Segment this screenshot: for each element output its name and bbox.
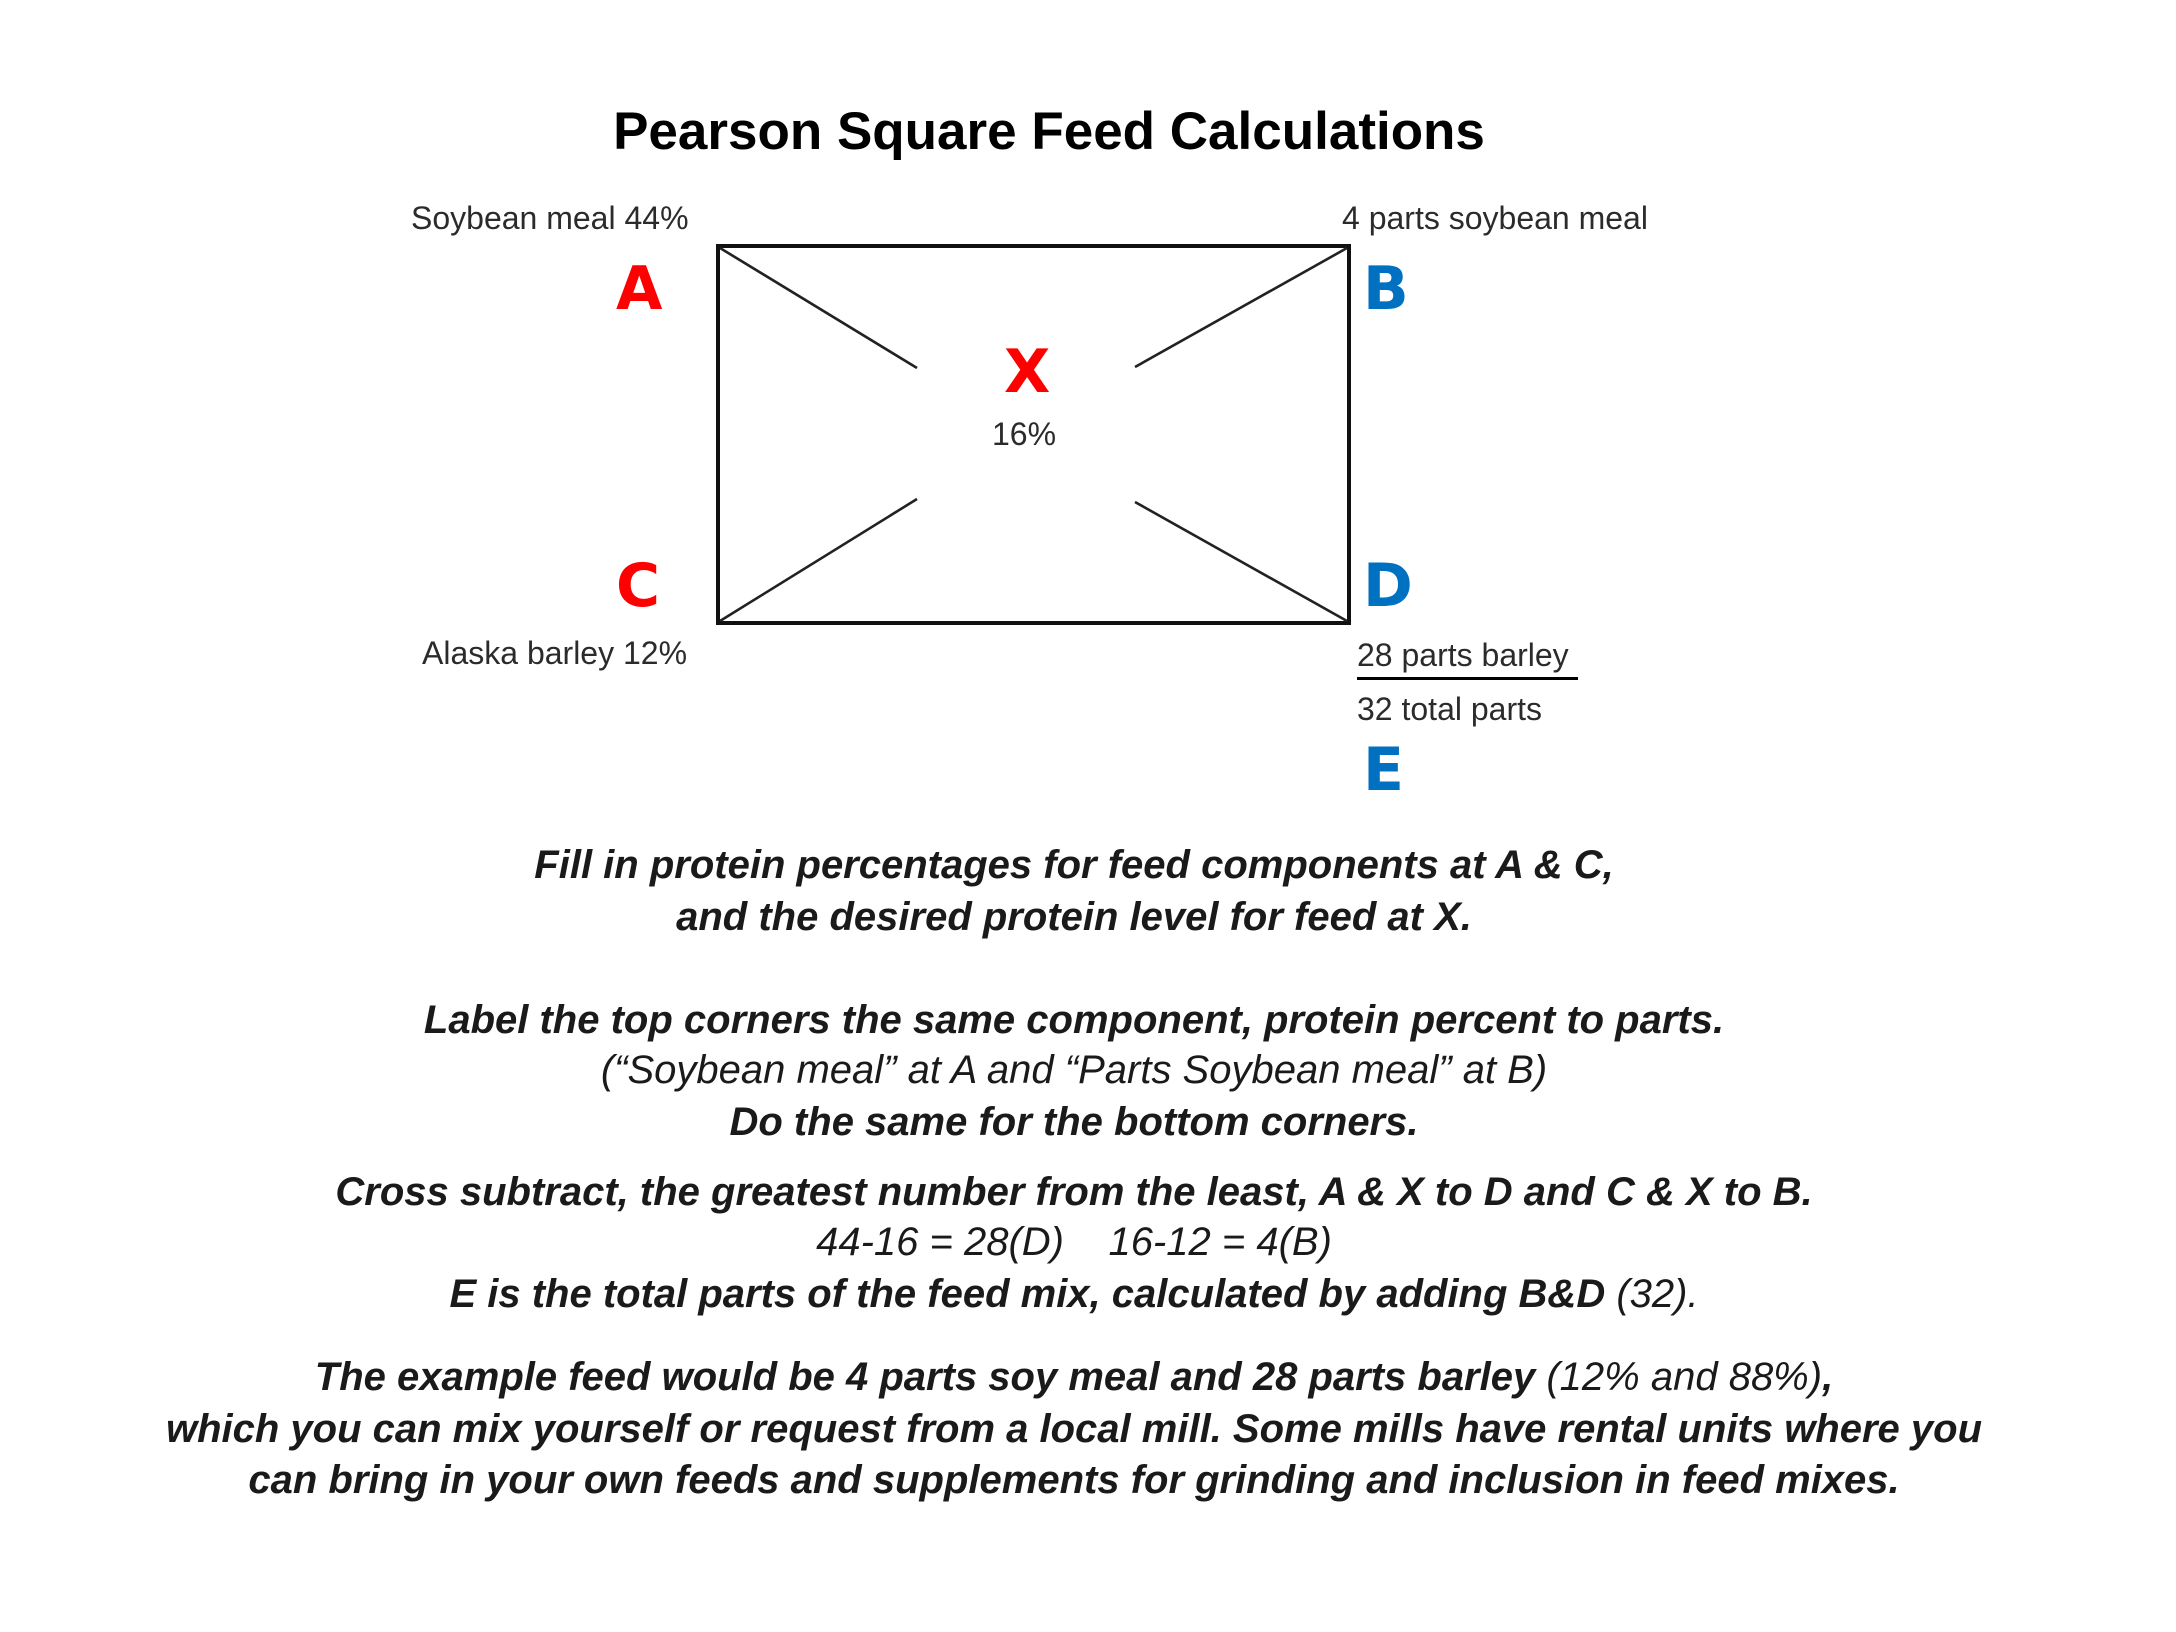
instruction-p3-equations: 44-16 = 28(D) 16-12 = 4(B): [816, 1220, 1332, 1264]
instruction-p2-line2-text: (“Soybean meal” at A and “Parts Soybean meal” at B): [600, 1048, 1548, 1092]
corner-d-label: 28 parts barley: [1357, 637, 1569, 673]
instruction-p1-line1: Fill in protein percentages for feed components at A & C,: [534, 843, 1614, 887]
corner-e-letter: E: [1363, 735, 1404, 805]
corner-b-letter: B: [1363, 254, 1409, 324]
instruction-p2-line1: Label the top corners the same component, protein percent to parts.: [423, 998, 1725, 1042]
instruction-p4-line1-normal: (12% and 88%): [1535, 1355, 1823, 1399]
instruction-p3-line3-normal: (32).: [1605, 1272, 1699, 1316]
corner-d-letter: D: [1363, 551, 1413, 621]
center-x-letter: X: [1004, 337, 1051, 407]
page-title: Pearson Square Feed Calculations: [613, 102, 1485, 161]
instruction-p3-line3: [0, 1270, 2148, 1318]
fraction-rule: [1357, 677, 1578, 680]
corner-c-label: Alaska barley 12%: [422, 635, 688, 671]
corner-a-label: Soybean meal 44%: [411, 200, 689, 236]
center-x-value: 16%: [991, 416, 1057, 452]
instruction-p4-line1: [0, 1353, 2148, 1401]
instruction-p2-line3: Do the same for the bottom corners.: [729, 1100, 1419, 1144]
corner-b-label: 4 parts soybean meal: [1342, 200, 1648, 236]
instruction-p3-line1: Cross subtract, the greatest number from the least, A & X to D and C & X to B.: [335, 1170, 1813, 1214]
instruction-p2-line2: [0, 1046, 2148, 1094]
corner-a-letter: A: [616, 254, 663, 324]
instruction-p4-line3: can bring in your own feeds and supplements for grinding and inclusion in feed mixes.: [248, 1458, 1900, 1502]
instruction-p4-line2: which you can mix yourself or request from a local mill. Some mills have rental units where you: [165, 1407, 1983, 1451]
corner-e-label: 32 total parts: [1357, 691, 1542, 727]
instruction-p3-line3-bold: E is the total parts of the feed mix, calculated by adding B&D: [449, 1272, 1606, 1316]
instruction-p3-line2: [0, 1218, 2148, 1266]
corner-c-letter: C: [616, 551, 661, 621]
instruction-p1-line2: and the desired protein level for feed at X.: [676, 895, 1472, 939]
instruction-p4-line1-bold: The example feed would be 4 parts soy meal and 28 parts barley: [314, 1355, 1536, 1399]
instruction-p4-line1-tail: ,: [1822, 1355, 1834, 1399]
